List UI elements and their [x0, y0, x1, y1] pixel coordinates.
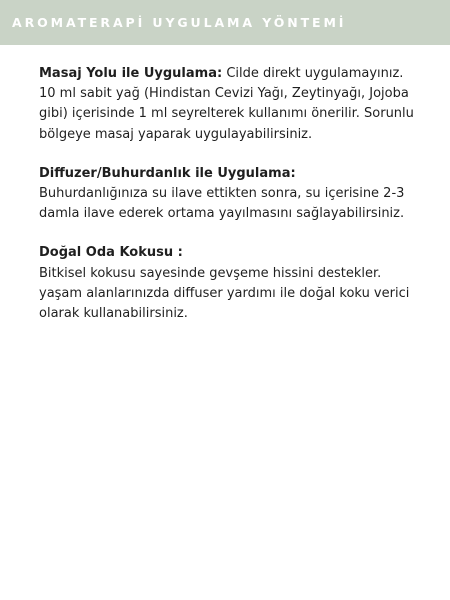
section-room-scent	[39, 243, 416, 324]
section-text: Buhurdanlığınıza su ilave ettikten sonra, su içerisine 2-3 damla ilave ederek ortama yayılmasını sağlayabilirsiniz.	[39, 186, 405, 222]
section-heading: Diffuzer/Buhurdanlık ile Uygulama:	[39, 165, 296, 181]
section-massage	[39, 64, 416, 145]
header-bar	[0, 0, 450, 45]
section-text: Bitkisel kokusu sayesinde gevşeme hissini destekler. yaşam alanlarınızda diffuser yardımı ile doğal koku verici olarak kullanabilirsiniz.	[39, 265, 410, 322]
section-diffuser	[39, 164, 416, 225]
page-title: AROMATERAPİ UYGULAMA YÖNTEMİ	[12, 15, 347, 30]
content	[0, 45, 450, 324]
section-text: Cilde direkt uygulamayınız. 10 ml sabit yağ (Hindistan Cevizi Yağı, Zeytinyağı, Jojoba gibi) içerisinde 1 ml seyrelterek kullanımı önerilir. Sorunlu bölgeye masaj yaparak uygulayabilirsiniz.	[39, 66, 414, 142]
section-heading: Doğal Oda Kokusu :	[39, 245, 183, 261]
section-heading: Masaj Yolu ile Uygulama:	[39, 66, 223, 81]
